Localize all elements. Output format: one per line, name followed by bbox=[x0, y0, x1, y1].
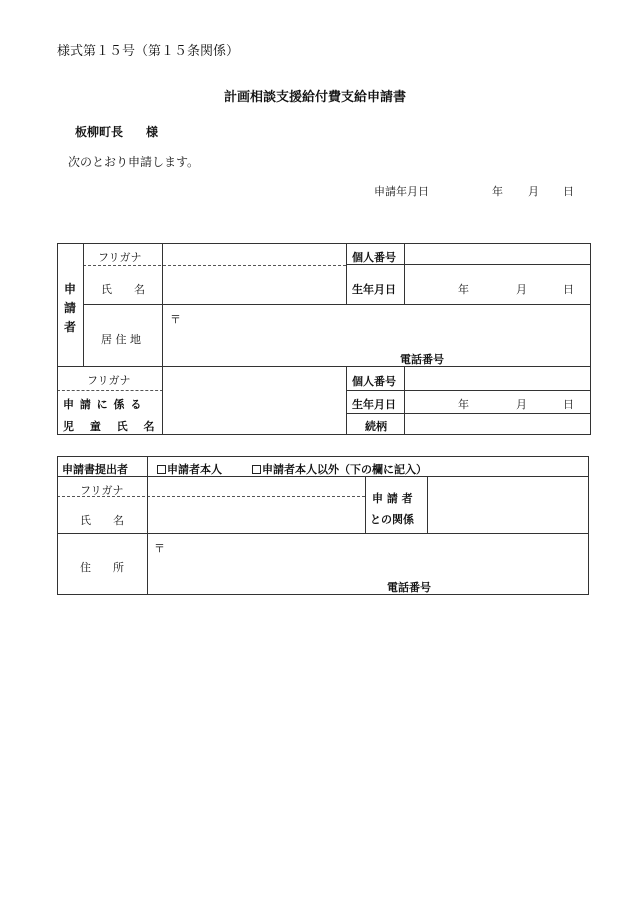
application-date-label: 申請年月日 bbox=[374, 185, 429, 198]
applicant-address-input[interactable] bbox=[164, 306, 589, 365]
child-name-input[interactable] bbox=[164, 392, 345, 433]
applicant-address-label: 居 住 地 bbox=[101, 333, 141, 346]
checkbox-other[interactable] bbox=[252, 465, 261, 474]
child-label-line1: 申 請 に 係 る bbox=[63, 398, 143, 411]
child-birthdate-year[interactable]: 年 bbox=[458, 398, 469, 411]
child-individual-number-label: 個人番号 bbox=[352, 375, 396, 388]
applicant-individual-number-label: 個人番号 bbox=[352, 251, 396, 264]
submitter-label: 申請書提出者 bbox=[62, 463, 128, 476]
applicant-birthdate-day[interactable]: 日 bbox=[563, 283, 574, 296]
child-individual-number-input[interactable] bbox=[406, 367, 589, 389]
applicant-birthdate-label: 生年月日 bbox=[352, 283, 396, 296]
submitter-option-other-label: 申請者本人以外（下の欄に記入） bbox=[262, 463, 427, 476]
applicant-birthdate-month[interactable]: 月 bbox=[516, 283, 527, 296]
addressee: 板柳町長 bbox=[75, 125, 124, 139]
submitter-address-label: 住 所 bbox=[80, 561, 124, 574]
submitter-option-self-label: 申請者本人 bbox=[167, 463, 222, 476]
application-date-year[interactable]: 年 bbox=[492, 185, 503, 198]
submitter-option-other[interactable] bbox=[252, 461, 427, 477]
relation-input[interactable] bbox=[429, 477, 587, 532]
applicant-section-label-2: 請 bbox=[64, 301, 77, 315]
child-furigana-label: フリガナ bbox=[87, 374, 131, 387]
honorific: 様 bbox=[146, 125, 159, 139]
application-date-day[interactable]: 日 bbox=[563, 185, 574, 198]
relation-label-line2: との関係 bbox=[370, 513, 414, 526]
submitter-name-input[interactable] bbox=[149, 498, 364, 532]
child-furigana-input[interactable] bbox=[164, 367, 345, 389]
form-number: 様式第１５号（第１５条関係） bbox=[57, 44, 240, 59]
child-label-line2: 児 童 氏 名 bbox=[63, 420, 161, 433]
submitter-postal-mark: 〒 bbox=[154, 542, 165, 555]
applicant-name-label: 氏 名 bbox=[101, 283, 145, 296]
applicant-furigana-input[interactable] bbox=[164, 244, 345, 264]
child-relationship-input[interactable] bbox=[406, 415, 589, 433]
child-birthdate-day[interactable]: 日 bbox=[563, 398, 574, 411]
applicant-section-label-3: 者 bbox=[64, 320, 77, 334]
submitter-address-input[interactable] bbox=[149, 535, 587, 593]
intro-text: 次のとおり申請します。 bbox=[68, 155, 200, 169]
submitter-phone-label: 電話番号 bbox=[387, 581, 431, 594]
application-date-month[interactable]: 月 bbox=[528, 185, 539, 198]
submitter-furigana-input[interactable] bbox=[149, 477, 364, 495]
child-birthdate-label: 生年月日 bbox=[352, 398, 396, 411]
applicant-phone-label: 電話番号 bbox=[400, 353, 444, 366]
checkbox-self[interactable] bbox=[157, 465, 166, 474]
submitter-name-label: 氏 名 bbox=[80, 514, 124, 527]
applicant-name-input[interactable] bbox=[164, 266, 345, 303]
applicant-birthdate-year[interactable]: 年 bbox=[458, 283, 469, 296]
submitter-option-self[interactable] bbox=[157, 461, 222, 477]
applicant-individual-number-input[interactable] bbox=[406, 244, 589, 263]
applicant-postal-mark: 〒 bbox=[170, 313, 181, 326]
child-birthdate-month[interactable]: 月 bbox=[516, 398, 527, 411]
submitter-furigana-label: フリガナ bbox=[80, 484, 124, 497]
form-title: 計画相談支援給付費支給申請書 bbox=[223, 90, 406, 105]
relation-label-line1: 申 請 者 bbox=[372, 492, 413, 505]
applicant-furigana-label: フリガナ bbox=[98, 251, 142, 264]
applicant-section-label-1: 申 bbox=[64, 282, 77, 296]
child-relationship-label: 続柄 bbox=[365, 420, 387, 433]
